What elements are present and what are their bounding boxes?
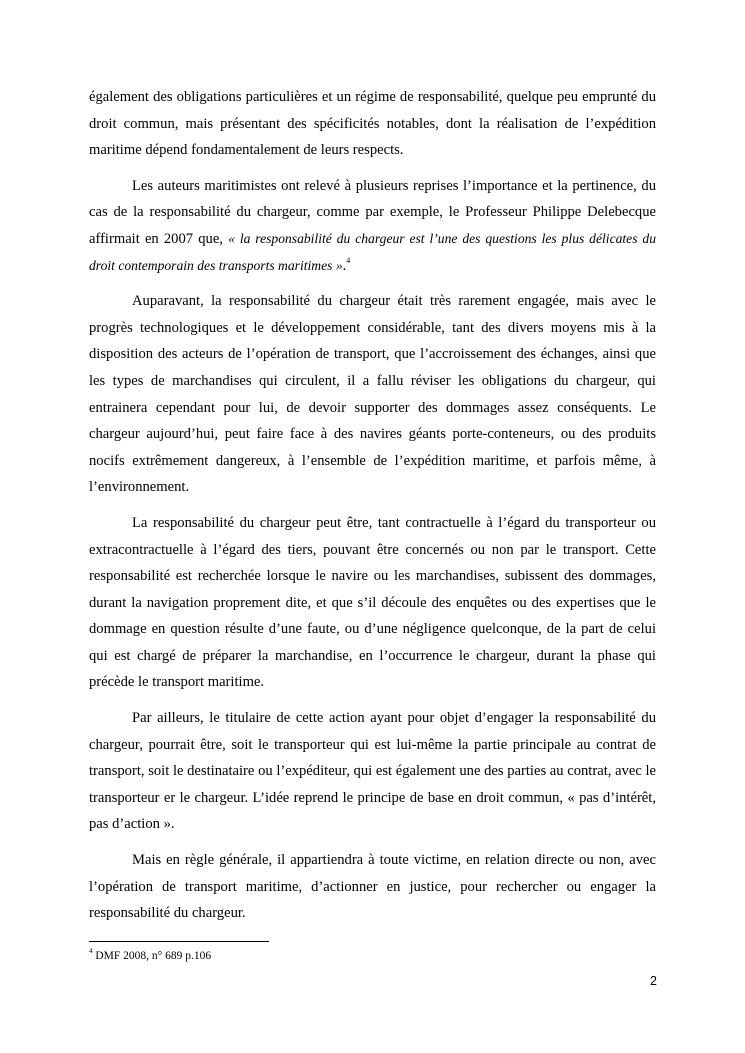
paragraph-4: La responsabilité du chargeur peut être, tant contractuelle à l’égard du transporteur ou extracontractuelle à l’égard des tiers, pouvant être concernés ou non par le transport. Cette responsabilité est recherchée lorsque le navire ou les marchandises, subissent des dommages, durant la navigation proprement dite, et que s’il découle des enquêtes ou des expertises que le dommage en question résulte d’une faute, ou d’une négligence quelconque, de la part de celui qui est chargé de préparer la marchandise, en l’occurrence le chargeur, durant la phase qui précède le transport maritime. (89, 514, 656, 691)
footnote (89, 948, 211, 964)
footnote-number: 4 (89, 947, 93, 956)
paragraph-2 (89, 173, 656, 279)
footnote-text: DMF 2008, n° 689 p.106 (92, 950, 212, 962)
paragraph-5: Par ailleurs, le titulaire de cette action ayant pour objet d’engager la responsabilité du chargeur, pourrait être, soit le transporteur qui est lui-même la partie principale au contrat de transport, soit le destinataire ou l’expéditeur, qui est également une des parties au contrat, avec le transporteur er le chargeur. L’idée reprend le principe de base en droit commun, « pas d’intérêt, pas d’action ». (89, 710, 656, 833)
footnote-reference: 4 (346, 255, 351, 265)
paragraph-2-lead: Les auteurs maritimistes ont relevé à plusieurs reprises l’importance et la pertinence, du cas de la responsabilité du chargeur, comme par exemple, le Professeur Philippe Delebecque affirmait en 2007 que, (89, 177, 656, 247)
footnote-separator (89, 941, 269, 942)
page-number: 2 (650, 974, 657, 988)
paragraph-1: également des obligations particulières et un régime de responsabilité, quelque peu emprunté du droit commun, mais présentant des spécificités notables, dont la réalisation de l’expédition maritime dépend fondamentalement de leurs respects. (89, 89, 656, 159)
document-body (89, 84, 656, 936)
paragraph-6: Mais en règle générale, il appartiendra à toute victime, en relation directe ou non, avec l’opération de transport maritime, d’actionner en justice, pour rechercher ou engager la responsabilité du chargeur. (89, 852, 656, 922)
paragraph-3: Auparavant, la responsabilité du chargeur était très rarement engagée, mais avec le progrès technologiques et le développement considérable, tant des divers moyens mis à la disposition des acteurs de l’opération de transport, que l’accroissement des échanges, ainsi que les types de marchandises qui circulent, il a fallu réviser les obligations du chargeur, qui entrainera cependant pour lui, de devoir supporter des dommages assez conséquents. Le chargeur aujourd’hui, peut faire face à des navires géants porte-conteneurs, ou des produits nocifs extrêmement dangereux, à l’ensemble de l’expédition maritime, et parfois même, à l’environnement. (89, 293, 656, 496)
delebecque-quote: « la responsabilité du chargeur est l’une des questions les plus délicates du droit contemporain des transports maritimes » (89, 230, 657, 273)
paragraph-2-tail: . (342, 257, 347, 274)
